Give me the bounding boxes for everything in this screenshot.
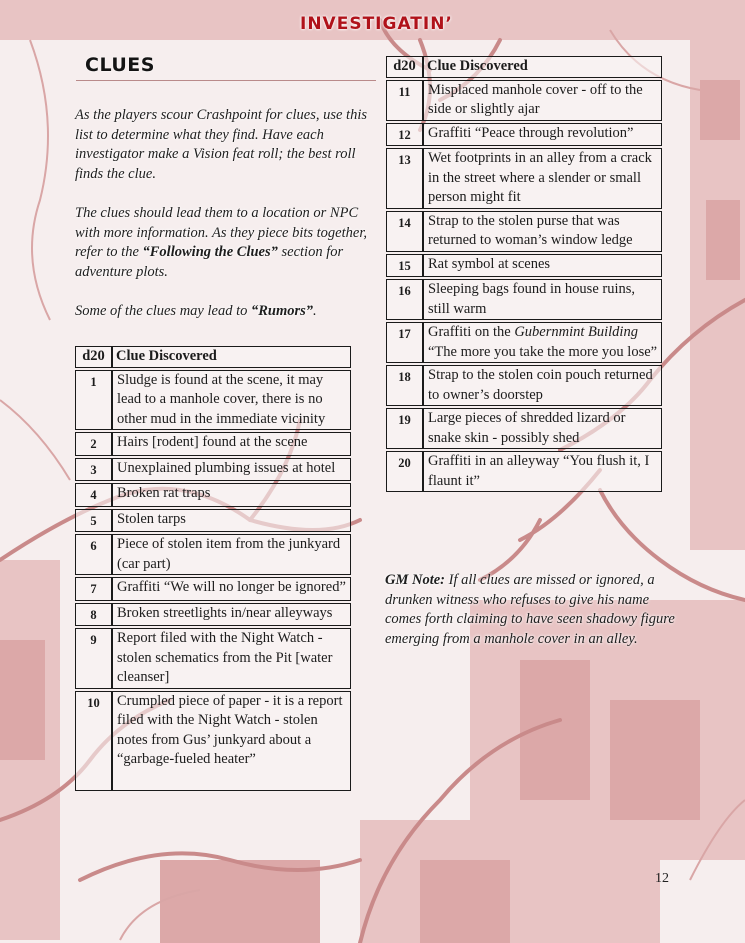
clue-text-start: Graffiti on the <box>428 324 515 340</box>
table-row <box>75 509 351 533</box>
table-row <box>75 534 351 575</box>
table-row <box>386 80 662 121</box>
row-number: 18 <box>386 365 423 406</box>
clue-text: Stolen tarps <box>112 509 351 533</box>
row-number: 19 <box>386 408 423 449</box>
clue-table-left <box>75 344 351 793</box>
clue-text: Sludge is found at the scene, it may lead to a manhole cover, there is no other mud in the immediate vicinity <box>112 370 351 431</box>
clue-text-end: “The more you take the more you lose” <box>428 343 658 360</box>
building-name: Gubernmint Building <box>514 324 638 340</box>
clue-text: Broken rat traps <box>112 483 351 507</box>
row-number: 10 <box>75 691 112 791</box>
table-row <box>386 211 662 252</box>
section-title: CLUES <box>85 54 155 76</box>
intro-paragraph-3 <box>75 302 367 322</box>
row-number: 4 <box>75 483 112 507</box>
table-row <box>386 254 662 278</box>
table-row <box>386 365 662 406</box>
intro-paragraph-1: As the players scour Crashpoint for clues, use this list to determine what they find. Have each investigator make a Vision feat roll; the best roll finds the clue. <box>75 107 368 182</box>
table-row <box>386 451 662 492</box>
intro-text <box>75 106 367 342</box>
table-row <box>386 408 662 449</box>
table-row <box>75 432 351 456</box>
clue-text: Sleeping bags found in house ruins, still warm <box>423 279 662 320</box>
row-number: 17 <box>386 322 423 363</box>
clue-text: Broken streetlights in/near alleyways <box>112 603 351 627</box>
intro-p3-end: . <box>313 303 317 319</box>
intro-p2-start: The clues should lead them to a location or NPC with more information. As they piece bits together, refer to the <box>75 205 367 260</box>
column-header-d20: d20 <box>75 346 112 368</box>
column-header-d20: d20 <box>386 56 423 78</box>
gm-note <box>385 571 685 649</box>
row-number: 7 <box>75 577 112 601</box>
clue-text: Graffiti “We will no longer be ignored” <box>112 577 351 601</box>
table-row <box>386 322 662 363</box>
table-row <box>75 577 351 601</box>
row-number: 2 <box>75 432 112 456</box>
table-row <box>75 691 351 791</box>
table-row <box>75 603 351 627</box>
clue-text: Rat symbol at scenes <box>423 254 662 278</box>
gm-note-label: GM Note: <box>385 572 446 588</box>
row-number: 5 <box>75 509 112 533</box>
table-row <box>75 483 351 507</box>
clue-text: Graffiti in an alleyway “You flush it, I flaunt it” <box>423 451 662 492</box>
table-row <box>75 628 351 689</box>
table-row <box>386 279 662 320</box>
table-row <box>386 123 662 147</box>
clue-text: Misplaced manhole cover - off to the side or slightly ajar <box>423 80 662 121</box>
intro-p3-start: Some of the clues may lead to <box>75 303 251 319</box>
row-number: 3 <box>75 458 112 482</box>
clue-text: Piece of stolen item from the junkyard (car part) <box>112 534 351 575</box>
clue-table-right <box>386 54 662 494</box>
column-header-clue: Clue Discovered <box>423 56 662 78</box>
table-row <box>386 148 662 209</box>
rumors-reference: “Rumors” <box>250 303 314 319</box>
clue-text: Wet footprints in an alley from a crack in the street where a slender or small person might fit <box>423 148 662 209</box>
column-header-clue: Clue Discovered <box>112 346 351 368</box>
clue-text: Hairs [rodent] found at the scene <box>112 432 351 456</box>
row-number: 15 <box>386 254 423 278</box>
row-number: 13 <box>386 148 423 209</box>
section-divider <box>76 80 376 81</box>
clue-text: Unexplained plumbing issues at hotel <box>112 458 351 482</box>
table-header-row <box>386 56 662 78</box>
clue-text <box>423 322 662 363</box>
intro-paragraph-2 <box>75 204 367 282</box>
row-number: 8 <box>75 603 112 627</box>
row-number: 20 <box>386 451 423 492</box>
page-number: 12 <box>655 871 669 886</box>
clue-text: Report filed with the Night Watch - stolen schematics from the Pit [water cleanser] <box>112 628 351 689</box>
row-number: 14 <box>386 211 423 252</box>
gm-note-text: If all clues are missed or ignored, a drunken witness who refuses to give his name comes forth claiming to have seen shadowy figure emerging from a manhole cover in an alley. <box>385 572 675 647</box>
clue-text: Large pieces of shredded lizard or snake skin - possibly shed <box>423 408 662 449</box>
clue-text: Strap to the stolen purse that was returned to woman’s window ledge <box>423 211 662 252</box>
row-number: 12 <box>386 123 423 147</box>
table-header-row <box>75 346 351 368</box>
row-number: 9 <box>75 628 112 689</box>
following-the-clues-reference: “Following the Clues” <box>142 244 278 260</box>
row-number: 11 <box>386 80 423 121</box>
table-row <box>75 458 351 482</box>
clue-text: Crumpled piece of paper - it is a report filed with the Night Watch - stolen notes from Gus’ junkyard about a “garbage-fueled heater” <box>112 691 351 791</box>
row-number: 6 <box>75 534 112 575</box>
table-row <box>75 370 351 431</box>
clue-text: Strap to the stolen coin pouch returned to owner’s doorstep <box>423 365 662 406</box>
intro-p2-end: section for adventure plots. <box>75 244 344 280</box>
clue-text: Graffiti “Peace through revolution” <box>423 123 662 147</box>
row-number: 16 <box>386 279 423 320</box>
row-number: 1 <box>75 370 112 431</box>
page-header-title: INVESTIGATIN’ <box>300 14 453 34</box>
